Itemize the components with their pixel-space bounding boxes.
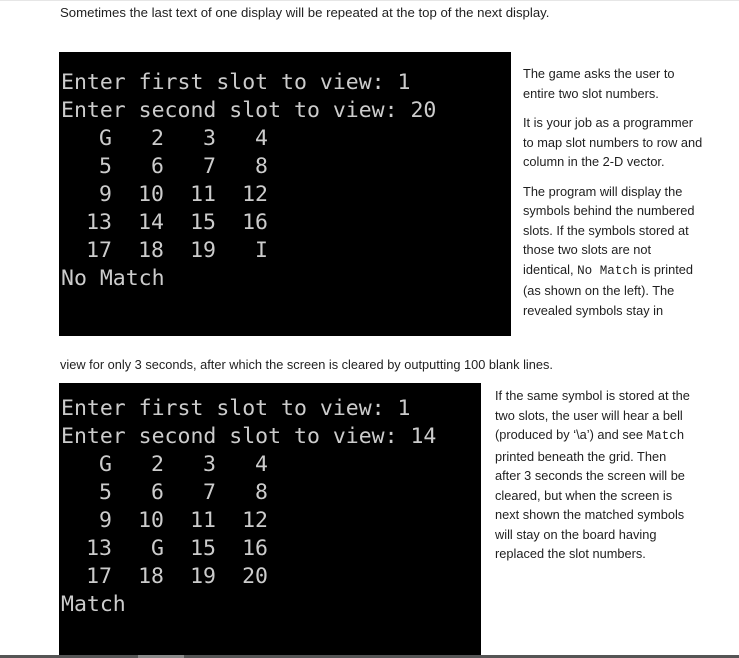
grid-cell: G — [99, 452, 112, 477]
grid-cell: 5 — [99, 154, 112, 179]
grid-cell: G — [99, 126, 112, 151]
grid-cell: I — [255, 238, 268, 263]
console-display-match — [59, 383, 481, 658]
inline-code: Match — [646, 429, 685, 443]
grid-cell: 11 — [190, 182, 216, 207]
grid-cell: 13 — [86, 210, 112, 235]
inline-code: No Match — [577, 263, 638, 278]
grid-cell: 20 — [242, 564, 268, 589]
prompt-first-slot: Enter first slot to view: 1 — [61, 70, 411, 95]
grid-cell: 3 — [203, 452, 216, 477]
grid-cell: 16 — [242, 210, 268, 235]
grid-cell: 19 — [190, 238, 216, 263]
result-text: Match — [61, 592, 126, 617]
grid-cell: 3 — [203, 126, 216, 151]
text: The program will display the symbols behind the numbered slots. If the symbols stored at those two slots are not identical, — [523, 183, 695, 277]
explanation-column-2 — [495, 386, 695, 574]
grid-cell: 2 — [151, 452, 164, 477]
grid-cell: 15 — [190, 536, 216, 561]
grid-cell: 17 — [86, 564, 112, 589]
grid-cell: 18 — [138, 238, 164, 263]
paragraph: The game asks the user to entire two slot numbers. — [523, 66, 675, 101]
grid-cell: 8 — [255, 154, 268, 179]
result-text: No Match — [61, 266, 165, 291]
grid-cell: 5 — [99, 480, 112, 505]
paragraph — [495, 386, 695, 564]
prompt-first-slot: Enter first slot to view: 1 — [61, 396, 411, 421]
grid-cell: 16 — [242, 536, 268, 561]
prompt-second-slot: Enter second slot to view: 14 — [61, 424, 437, 449]
grid-cell: 9 — [99, 508, 112, 533]
grid-cell: 11 — [190, 508, 216, 533]
grid-cell: 19 — [190, 564, 216, 589]
explanation-column-1 — [523, 64, 703, 330]
grid-cell: 8 — [255, 480, 268, 505]
text: printed beneath the grid. Then after 3 seconds the screen will be cleared, but when the screen is next shown the matched symbols will stay on the board having replaced the slot numbers. — [495, 448, 685, 561]
text: is printed (as shown on the left). The revealed symbols stay in — [523, 261, 694, 318]
grid-cell: 4 — [255, 452, 268, 477]
grid-cell: 14 — [138, 210, 164, 235]
grid-cell: 18 — [138, 564, 164, 589]
grid-cell: 17 — [86, 238, 112, 263]
grid-cell: 7 — [203, 154, 216, 179]
grid-cell: G — [151, 536, 164, 561]
page-top-border — [0, 0, 739, 1]
top-note: Sometimes the last text of one display will be repeated at the top of the next display. — [60, 5, 550, 20]
continuation-text: view for only 3 seconds, after which the screen is cleared by outputting 100 blank lines. — [60, 357, 553, 372]
grid-cell: 6 — [151, 154, 164, 179]
grid-cell: 12 — [242, 182, 268, 207]
grid-cell: 6 — [151, 480, 164, 505]
text: If the same symbol is stored at the two slots, the user will hear a bell (produced by ‘\a’) and see — [495, 388, 690, 442]
grid-cell: 7 — [203, 480, 216, 505]
grid-cell: 13 — [86, 536, 112, 561]
grid-cell: 15 — [190, 210, 216, 235]
grid-cell: 2 — [151, 126, 164, 151]
grid-cell: 9 — [99, 182, 112, 207]
grid-cell: 10 — [138, 182, 164, 207]
paragraph: It is your job as a programmer to map slot numbers to row and column in the 2-D vector. — [523, 115, 703, 169]
grid-cell: 10 — [138, 508, 164, 533]
grid-cell: 12 — [242, 508, 268, 533]
console-display-no-match — [59, 52, 511, 336]
grid-cell: 4 — [255, 126, 268, 151]
prompt-second-slot: Enter second slot to view: 20 — [61, 98, 437, 123]
paragraph — [523, 182, 703, 321]
